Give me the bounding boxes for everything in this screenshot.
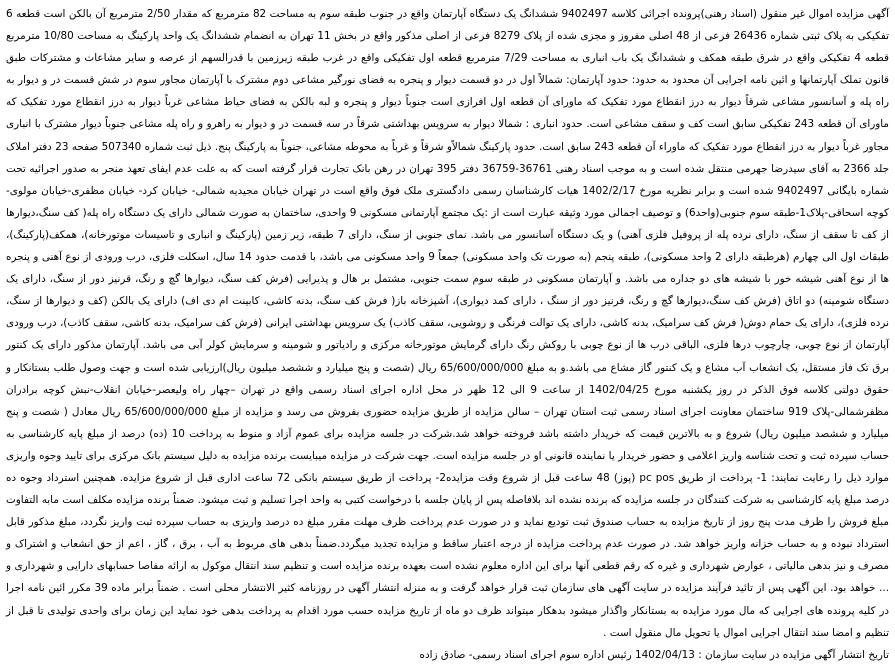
notice-body: آگهی مزایده اموال غیر منقول (اسناد رهنی)پرونده اجرائی کلاسه 9402497 ششدانگ یک دستگاه آپارتمان واقع در جنوب طبقه سوم به مساحت 82 مترمربع که مقدار 2/50 مترمربع آن بالکن است قطعه 6 تفکیکی به پلاک ثبتی شماره 26436 فرعی از 48 اصلی مفروز و مجزی شده از پلاک 8279 فرعی از اصلی مذکور واقع در بخش 11 تهران به انضمام ششدانگ یک واحد پارکینگ به مساحت 10/80 مترمربع قطعه 4 تفکیکی واقع در شرق طبقه همکف و ششدانگ یک باب انباری به مساحت 7/29 مترمربع قطعه اول تفکیکی واقع در غرب طبقه زیرزمین با قدرالسهم از عرصه و سایر مشاعات و مشترکات طبق قانون تملک آپارتمانها و ائین نامه اجرایی آن محدود به حدود: حدود آپارتمان: شمالاً اول در دو قسمت دیوار و پنجره به فضای نورگیر مشاعی دوم مشترک با آپارتمان مجاور سوم در شش قسمت در و دیوار به راه پله و آسانسور مشاعی شرقاً دیوار به درز انقطاع مورد تفکیک که ماورای آن قطعه اول افرازی است جنوباً دیوار و پنجره و لبه بالکن به فضای حیاط مشاعی غرباً دیوار به درز انقطاع مورد تفکیک که ماورای آن قطعه 243 تفکیکی سابق است کف و سقف مشاعی است. حدود انباری : شمالا دیوار به سرویس بهداشتی شرقاً در سه قسمت در و دیوار به راهرو و راه پله مشاعی جنوباً دیوار مشترک با انباری مجاور غرباً دیوار به درز انقطاع مورد تفکیک که ماوراء آن قطعه 243 سابق است. حدود پارکینگ شمالاًو شرقاً و غرباً به محوطه مشاعی، جنوباً به پارکینگ پنج. ذیل ثبت شماره 507340 صفحه 23 دفتر املاک جلد 2366 به آقای سیدرضا جهرمی منتقل شده است و به موجب اسناد رهنی 36761-36759 دفتر 395 تهران در رهن بانک تجارت قرار گرفته است که به علت عدم ایفای تعهد منجر به صدور اجرائیه تحت شماره بایگانی 9402497 شده است و برابر نظریه مورخ 1402/2/17 هیات کارشناسان رسمی دادگستری ملک فوق واقع است در تهران خیابان مجیدیه شمالی- خیابان کرد- خیابان مظفری-خیابان مولوی-کوچه اسحاقی-پلاک1-طبقه سوم جنوبی(واحد6) و توصیف اجمالی مورد وثیقه عبارت است از :یک مجتمع آپارتمانی مسکونی 9 واحدی، ساختمان به صورت شمالی دارای یک دستگاه راه پله( کف سنگ،دیوارها از کف تا سقف از سنگ، دارای نرده پله از پروفیل فلزی آهنی) و یک دستگاه آسانسور می باشد. نمای جنوبی از سنگ، دارای 7 طبقه، زیر زمین (پارکینگ و انباری و تاسیسات موتورخانه)، همکف(پارکینگ)، طبقات اول الی چهارم (هرطبقه دارای 2 واحد مسکونی)، طبقه پنجم (به صورت تک واحد مسکونی) جمعاً 9 واحد مسکونی می باشد، با قدمت حدود 14 سال، اسکلت فلزی، درب ورودی از نوع آهنی و پنجره ها از نوع آهنی شیشه خور با شیشه های دو جداره می باشد. و آپارتمان مسکونی در طبقه سوم سمت جنوبی، مشتمل بر هال و پذیرایی (فرش کف سنگ، دیوارها گچ و رنگ، قرنیز دور از سنگ، دارای یک دستگاه شومینه) دو اتاق (فرش کف سنگ،دیوارها گچ و رنگ، قرنیز دور از سنگ ، دارای کمد دیواری)، آشپزخانه باز( فرش کف سنگ، بدنه کاشی، کابینت ام دی اف) دارای یک بالکن (کف و دیوارها از سنگ، نرده فلزی)، دارای یک حمام دوش( فرش کف سرامیک، بدنه کاشی، دارای یک توالت فرنگی و روشویی، سقف کاذب) یک سرویس بهداشتی ایرانی (فرش کف سرامیک، بدنه کاشی، سقف کاذب)، درب ورودی آپارتمان از نوع چوبی، چارچوب درها فلزی، الباقی درب ها از نوع چوبی با روکش رنگ دارای گرمایش موتورخانه مرکزی و رادیاتور و شومینه و سرمایش کولر آبی می باشد. آپارتمان مذکور دارای یک کنتور برق تک فاز مستقل، یک انشعاب آب مشاع و یک کنتور گاز مشاع می باشد.و به مبلغ 65/600/000/000 ریال (شصت و پنج میلیارد و ششصد میلیون ریال)ارزیابی شده است و جهت وصول طلب بستانکار و حقوق دولتی کلاسه فوق الذکر در روز یکشنبه مورخ 1402/04/25 از ساعت 9 الی 12 ظهر در محل اداره اجرای اسناد رسمی واقع در تهران –چهار راه ولیعصر-خیابان انقلاب-نبش کوچه برادران مظفرشمالی-پلاک 919 ساختمان معاونت اجرای اسناد رسمی ثبت استان تهران – سالن مزایده از طریق مزایده حضوری بفروش می رسد و مزایده از مبلغ 65/600/000/000 ریال معادل ( شصت و پنج میلیارد و ششصد میلیون ریال) شروع و به بالاترین قیمت که خریدار داشته باشد فروخته خواهد شد.شرکت در جلسه مزایده برای عموم آزاد و منوط به پرداخت 10 (ده) درصد از مبلغ پایه کارشناسی به حساب سپرده ثبت و تحت شناسه واریز اعلامی و حضور خریدار یا نماینده قانونی او در جلسه مزایده است. جهت شرکت در مزایده میبایست برنده مزایده به دلیل سیستم بانک مرکزی برای تایید وجوه واریزی موارد ذیل را رعایت نمایند: 1- پرداخت از طریق pc pos (پوز) 48 ساعت قبل از شروع وقت مزایده2- پرداخت از طریق سیستم بانکی 72 ساعت اداری قبل از شروع مزایده. همچنین استرداد وجوه ده درصد مبلغ پایه کارشناسی به شرکت کنندگان در جلسه مزایده که برنده نشده اند بلافاصله پس از پایان جلسه با درخواست کتبی به واحد اجرا تسلیم و ثبت میشود. ضمناً برنده مزایده مکلف است مابه التفاوت مبلغ فروش را ظرف مدت پنج روز از تاریخ مزایده به حساب صندوق ثبت تودیع نماید و در صورت عدم پرداخت ظرف مهلت مقرر مبلغ ده درصد واریزی به حساب سپرده ثبت واریز نگردد، مبلغ مذکور قابل استرداد نبوده و به حساب خزانه واریز خواهد شد. در صورت عدم پرداخت مزایده از درجه اعتبار ساقط و مزایده تجدید میگردد.ضمناً بدهی های مربوط به آب ، برق ، گاز ، اعم از حق انشعاب و اشتراک و مصرف و نیز بدهی مالیاتی ، عوارض شهرداری و غیره که رقم قطعی آنها برای این اداره معلوم نشده است بعهده برنده مزایده است و تنظیم سند انتقال موکول به ارائه مفاصا حسابهای دارایی و شهرداری و ... خواهد بود. این آگهی پس از تائید فرآیند مزایده در سایت آگهی های سازمان ثبت قرار خواهد گرفت و به منزله انتشار آگهی در روزنامه کثیر الانتشار محلی است . ضمناً برابر ماده 39 مکرر ائین نامه اجرا در کلیه پرونده های اجرایی که مال مورد مزایده به بستانکار واگذار میشود بدهکار میتواند ظرف دو ماه از تاریخ مزایده حسب مورد اقدام به پرداخت بدهی خود نماید این زمان برای واحدی تولیدی تا قبل از تنظیم و امضا سند انتقال اجرایی اموال یا تحویل مال منقول است . (6, 8, 890, 639)
notice-signature: تاریخ انتشار آگهی مزایده در سایت سازمان : 1402/04/13 رئیس اداره سوم اجرای اسناد رسمی- صادق زاده (419, 648, 889, 661)
